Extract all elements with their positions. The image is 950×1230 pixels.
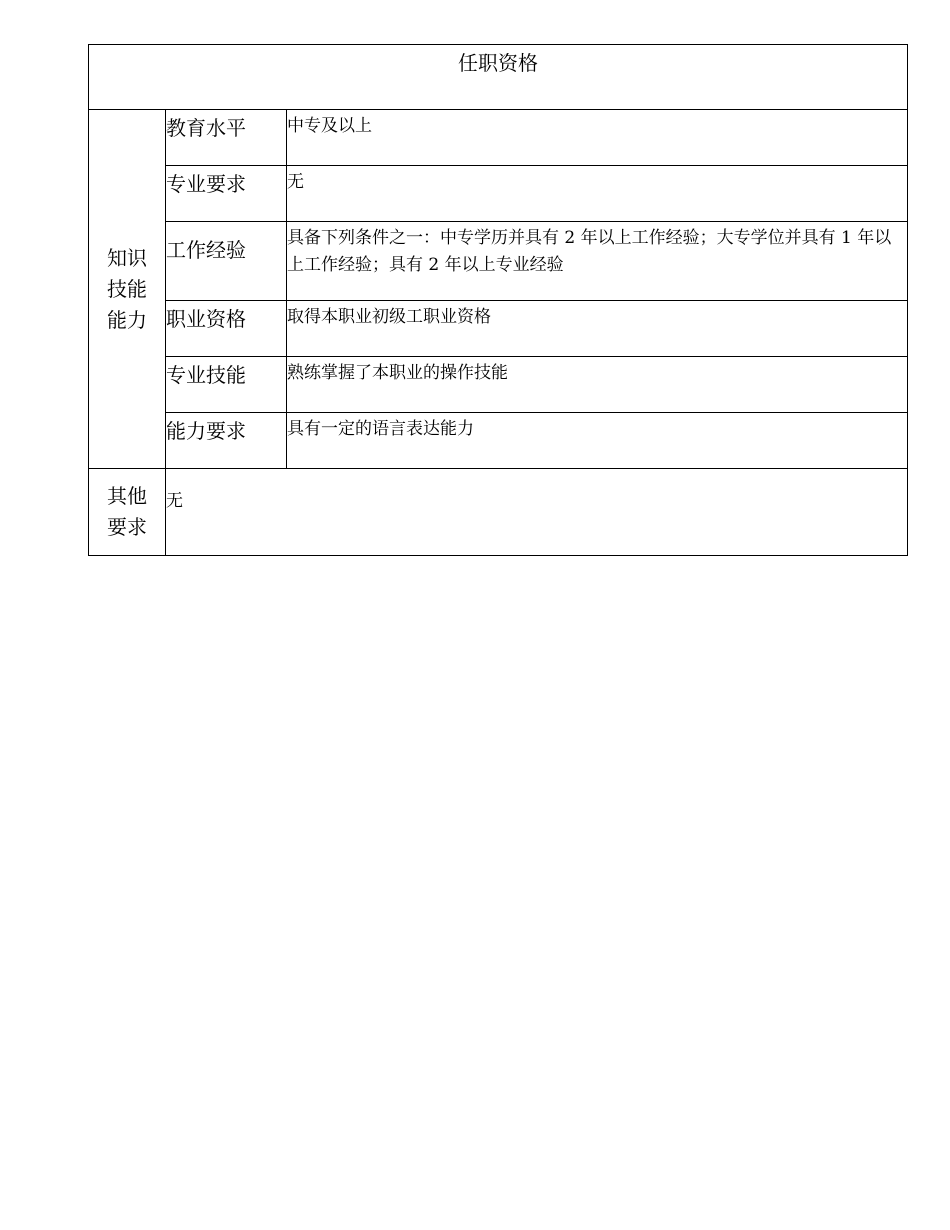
field-label-experience: 工作经验 bbox=[166, 222, 287, 301]
table-row bbox=[89, 166, 908, 222]
qualifications-table bbox=[88, 44, 908, 556]
table-row bbox=[89, 357, 908, 413]
table-row bbox=[89, 222, 908, 301]
table-row bbox=[89, 469, 908, 556]
table-title: 任职资格 bbox=[89, 45, 908, 110]
category-cell-other bbox=[89, 469, 166, 556]
field-label-major: 专业要求 bbox=[166, 166, 287, 222]
table-row bbox=[89, 110, 908, 166]
category-label-other: 其他要求 bbox=[107, 484, 147, 539]
category-cell-knowledge bbox=[89, 110, 166, 469]
field-value-other: 无 bbox=[166, 469, 908, 556]
title-row bbox=[89, 45, 908, 110]
field-label-education: 教育水平 bbox=[166, 110, 287, 166]
field-label-certification: 职业资格 bbox=[166, 301, 287, 357]
category-label-knowledge: 知识技能能力 bbox=[107, 245, 147, 332]
field-value-ability: 具有一定的语言表达能力 bbox=[287, 413, 908, 469]
field-label-skills: 专业技能 bbox=[166, 357, 287, 413]
field-value-skills: 熟练掌握了本职业的操作技能 bbox=[287, 357, 908, 413]
field-value-certification: 取得本职业初级工职业资格 bbox=[287, 301, 908, 357]
field-value-experience: 具备下列条件之一：中专学历并具有 2 年以上工作经验；大专学位并具有 1 年以上工作经验；具有 2 年以上专业经验 bbox=[287, 222, 908, 301]
field-value-major: 无 bbox=[287, 166, 908, 222]
table-row bbox=[89, 413, 908, 469]
field-value-education: 中专及以上 bbox=[287, 110, 908, 166]
field-label-ability: 能力要求 bbox=[166, 413, 287, 469]
table-row bbox=[89, 301, 908, 357]
